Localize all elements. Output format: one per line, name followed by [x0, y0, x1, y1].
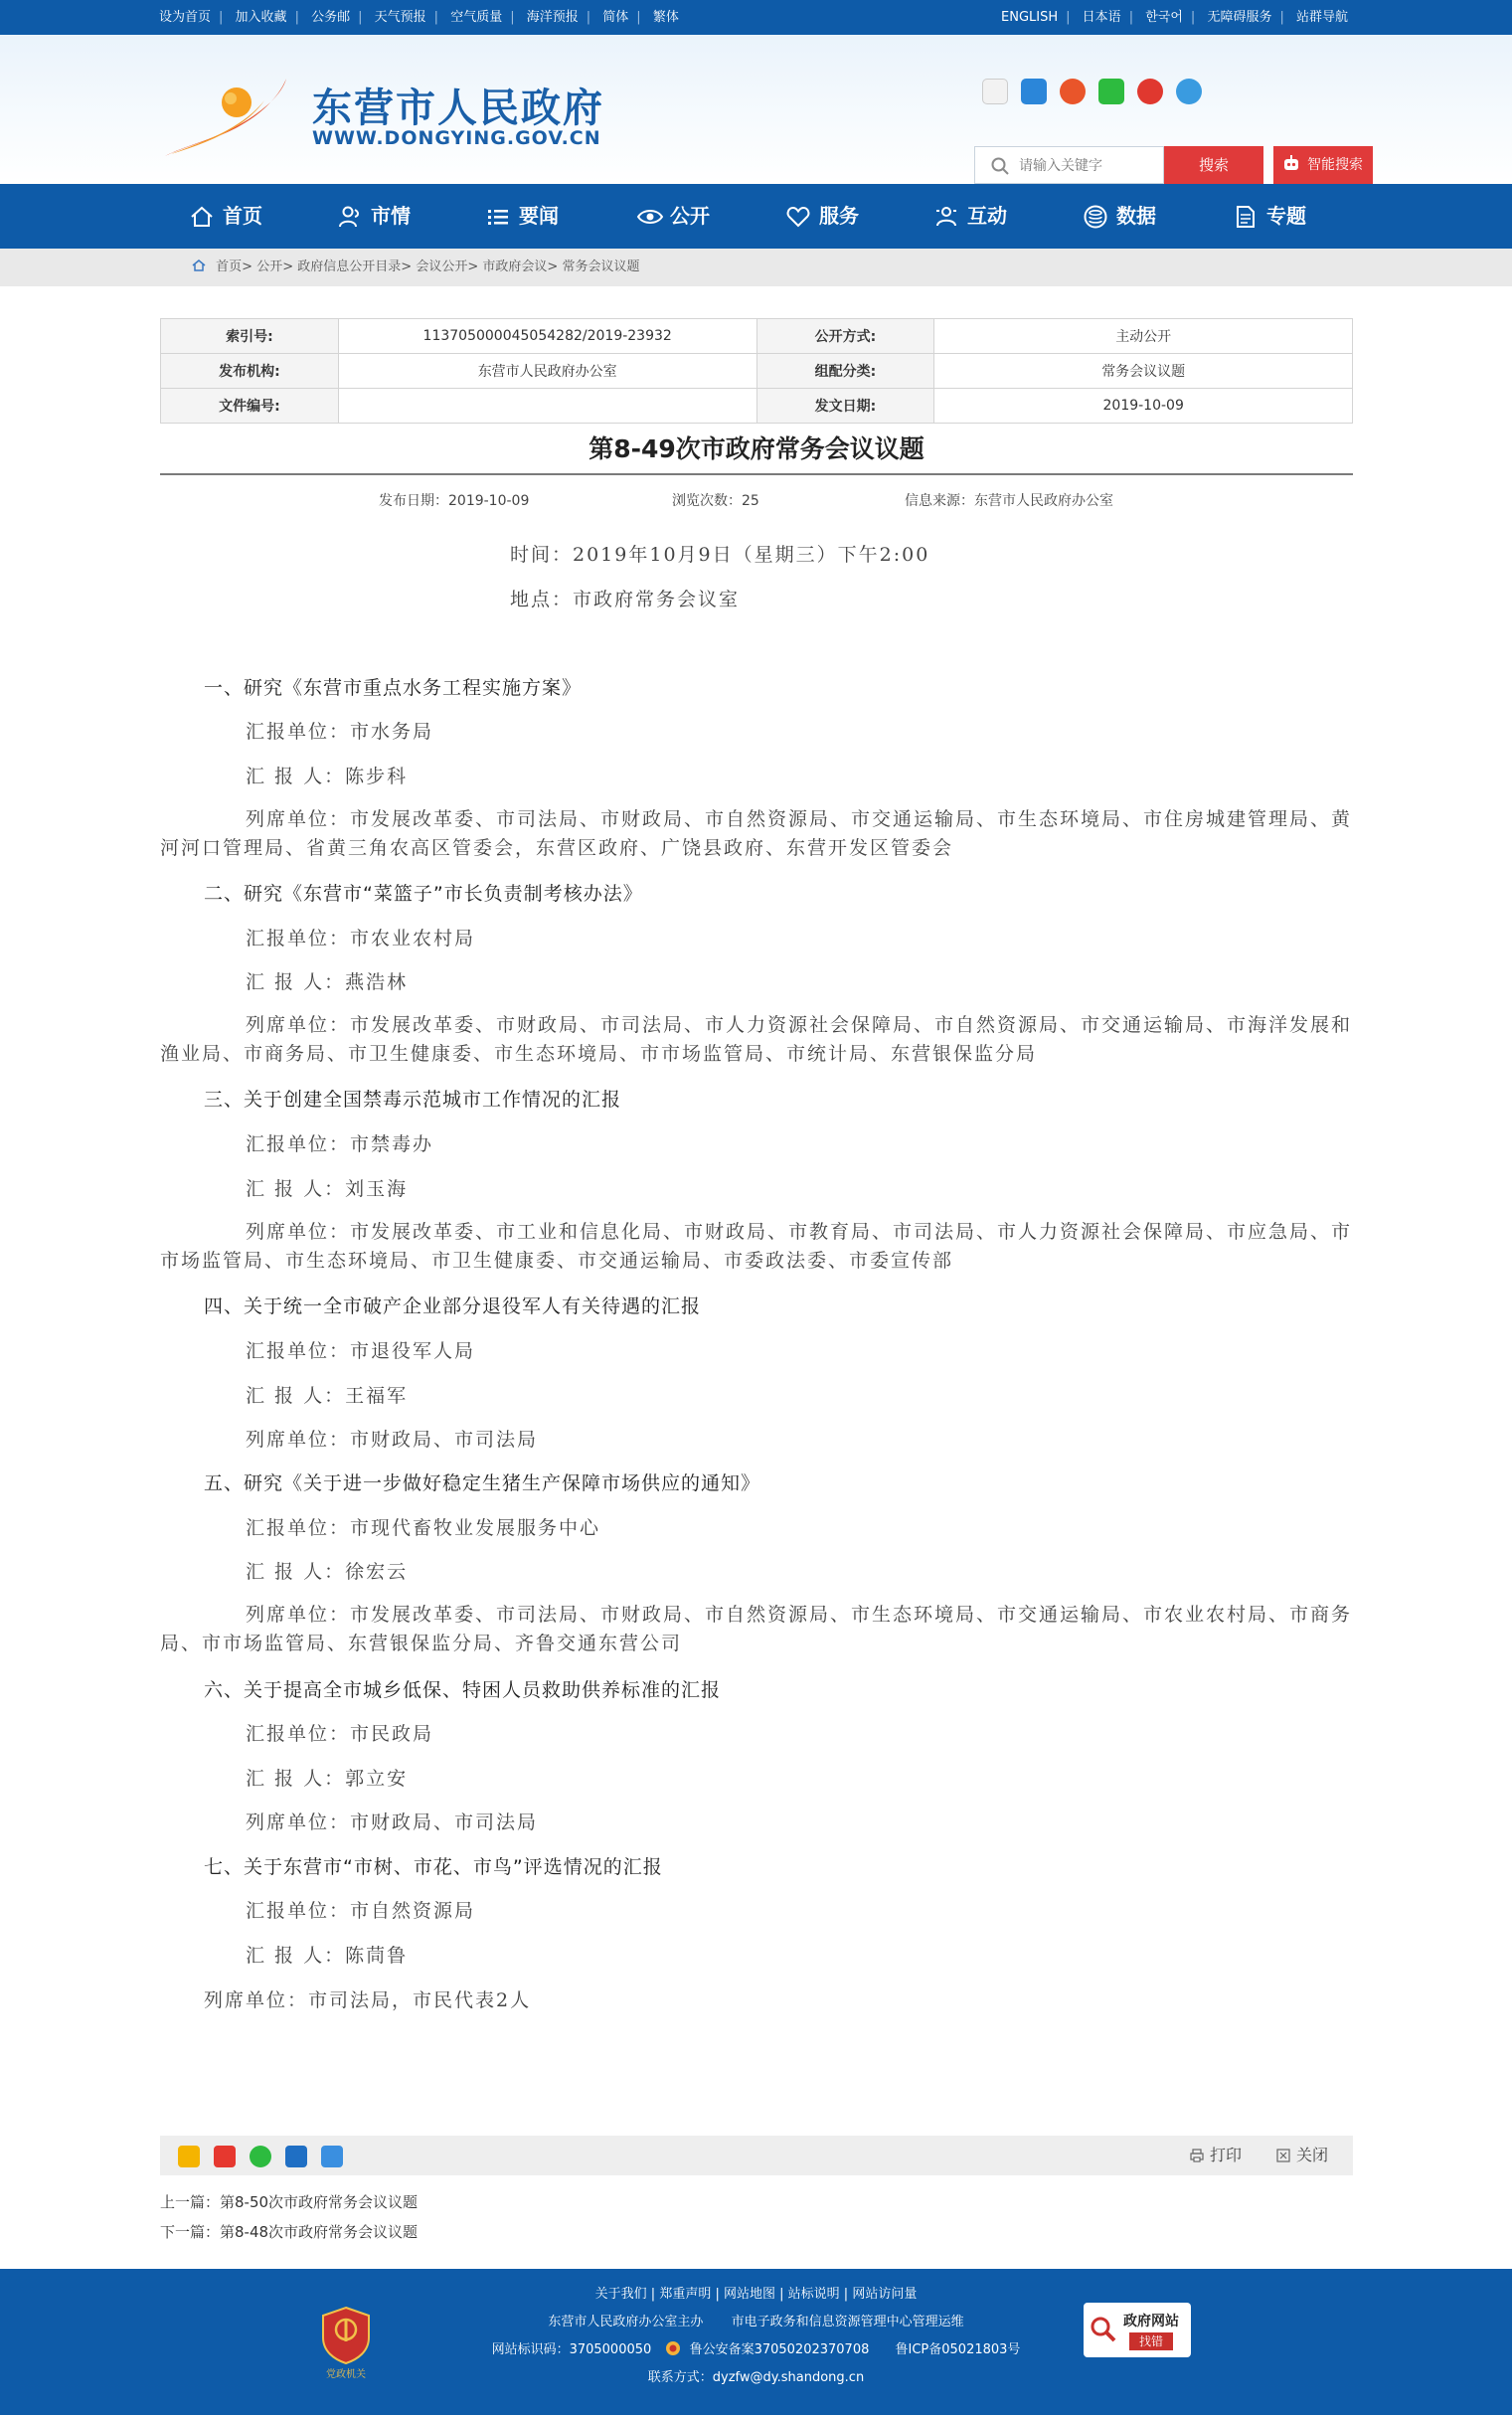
- meta-value: 主动公开: [934, 319, 1353, 354]
- footer-link-statement[interactable]: 郑重声明: [659, 2287, 712, 2302]
- nav-label: 互动: [967, 204, 1007, 228]
- title-divider: [160, 473, 1353, 475]
- breadcrumb: 首页> 公开> 政府信息公开目录> 会议公开> 市政府会议> 常务会议议题: [0, 249, 1512, 286]
- footer-contact: 联系方式：dyzfw@dy.shandong.cn: [647, 2370, 865, 2385]
- interact-icon: [933, 204, 959, 230]
- topic-unit: 汇报单位：市农业农村局: [246, 928, 476, 949]
- meta-value: [338, 389, 756, 424]
- meta-value: 113705000045054282/2019-23932: [338, 319, 756, 354]
- topic-reporter: 汇 报 人：陈茼鲁: [246, 1945, 409, 1967]
- weibo-icon[interactable]: [982, 79, 1008, 104]
- nav-label: 公开: [670, 204, 710, 228]
- nav-label: 专题: [1266, 204, 1306, 228]
- search-icon: [991, 157, 1009, 175]
- meeting-time: 时间：2019年10月9日（星期三）下午2:00: [510, 544, 930, 566]
- meta-label: 组配分类:: [756, 354, 934, 389]
- next-article-link[interactable]: 下一篇：第8-48次市政府常务会议议题: [160, 2223, 419, 2241]
- link-english[interactable]: ENGLISH: [1001, 10, 1059, 25]
- party-gov-badge-icon: [320, 2306, 372, 2365]
- view-count: 浏览次数：25: [672, 493, 759, 509]
- party-gov-badge[interactable]: [320, 2306, 372, 2380]
- link-weather[interactable]: 天气预报: [374, 10, 426, 25]
- link-accessibility[interactable]: 无障碍服务: [1207, 10, 1272, 25]
- link-ocean-forecast[interactable]: 海洋预报: [526, 10, 579, 25]
- qzone-icon[interactable]: [178, 2146, 200, 2167]
- print-label: 打印: [1210, 2146, 1243, 2164]
- nav-label: 市情: [371, 204, 411, 228]
- breadcrumb-home[interactable]: 首页: [216, 259, 243, 274]
- topic-reporter: 汇 报 人：燕浩林: [246, 971, 409, 993]
- nav-item-interact[interactable]: [933, 184, 1007, 249]
- smart-search-button[interactable]: [1273, 146, 1373, 184]
- nav-label: 首页: [223, 204, 262, 228]
- topic-unit: 汇报单位：市退役军人局: [246, 1340, 476, 1362]
- topic-unit: 汇报单位：市水务局: [246, 721, 434, 743]
- share-action-bar: [160, 2136, 1353, 2175]
- topic-unit: 汇报单位：市民政局: [246, 1723, 434, 1745]
- topic-attendees: 列席单位：市财政局、市司法局: [246, 1811, 539, 1833]
- nav-item-news[interactable]: [485, 184, 559, 249]
- topic-unit: 汇报单位：市现代畜牧业发展服务中心: [246, 1517, 601, 1539]
- topic-unit: 汇报单位：市禁毒办: [246, 1133, 434, 1155]
- topic-heading: 七、关于东营市“市树、市花、市鸟”评选情况的汇报: [204, 1856, 663, 1878]
- meta-label: 文件编号:: [161, 389, 339, 424]
- breadcrumb-open[interactable]: 公开: [256, 259, 283, 274]
- topic-heading: 五、研究《关于进一步做好稳定生猪生产保障市场供应的通知》: [204, 1472, 761, 1494]
- top-left-links: 设为首页 | 加入收藏 | 公务邮 | 天气预报 | 空气质量 | 海洋预报 | 简体 | 繁体: [159, 10, 679, 25]
- meta-value: 东营市人民政府办公室: [338, 354, 756, 389]
- footer-host: 东营市人民政府办公室主办: [548, 2315, 704, 2329]
- nav-item-open[interactable]: [636, 184, 710, 249]
- database-icon: [1083, 204, 1108, 230]
- table-row: [161, 354, 1353, 389]
- topic-reporter: 汇 报 人：刘玉海: [246, 1178, 409, 1200]
- breadcrumb-meeting-open[interactable]: 会议公开: [416, 259, 468, 274]
- footer-host-line: [0, 2311, 1512, 2329]
- footer-links: 关于我们 | 郑重声明 | 网站地图 | 站标说明 | 网站访问量: [594, 2287, 918, 2302]
- link-set-homepage[interactable]: 设为首页: [159, 10, 212, 25]
- meta-label: 公开方式:: [756, 319, 934, 354]
- topic-heading: 三、关于创建全国禁毒示范城市工作情况的汇报: [204, 1089, 622, 1111]
- gov-website-error-badge[interactable]: [1084, 2303, 1191, 2357]
- top-right-links: ENGLISH | 日本语 | 한국어 | 无障碍服务 | 站群导航: [1001, 10, 1348, 25]
- close-icon: [1276, 2149, 1290, 2162]
- nav-item-home[interactable]: [189, 184, 262, 249]
- top-utility-bar: [0, 0, 1512, 35]
- heart-icon: [785, 204, 811, 230]
- article-title: 第8-49次市政府常务会议议题: [588, 434, 924, 463]
- footer-site-id: 网站标识码：3705000050: [491, 2342, 652, 2357]
- nav-label: 数据: [1116, 204, 1156, 228]
- breadcrumb-gov-meeting[interactable]: 市政府会议: [482, 259, 548, 274]
- list-icon: [485, 204, 511, 230]
- home-icon: [189, 204, 215, 230]
- share-icons: [178, 2146, 352, 2171]
- eye-icon: [636, 204, 664, 230]
- publish-date: 发布日期：2019-10-09: [379, 493, 530, 509]
- link-air-quality[interactable]: 空气质量: [450, 10, 503, 25]
- link-traditional[interactable]: 繁体: [652, 10, 679, 25]
- topic-reporter: 汇 报 人：徐宏云: [246, 1561, 409, 1583]
- nav-item-service[interactable]: [785, 184, 859, 249]
- nav-label: 要闻: [519, 204, 559, 228]
- robot-icon: [1281, 154, 1301, 174]
- gov-website-badge-sub: 找错: [1129, 2332, 1173, 2350]
- topic-unit: 汇报单位：市自然资源局: [246, 1900, 476, 1922]
- topic-heading: 四、关于统一全市破产企业部分退役军人有关待遇的汇报: [204, 1295, 702, 1317]
- sina-weibo-icon[interactable]: [1137, 79, 1163, 104]
- nav-item-data[interactable]: [1083, 184, 1156, 249]
- breadcrumb-catalog[interactable]: 政府信息公开目录: [297, 259, 402, 274]
- more-share-icon[interactable]: [321, 2146, 343, 2167]
- topic-reporter: 汇 报 人：郭立安: [246, 1768, 409, 1790]
- weibo-share-icon[interactable]: [214, 2146, 236, 2167]
- table-row: [161, 319, 1353, 354]
- search-box: [974, 146, 1164, 184]
- prev-article-link[interactable]: 上一篇：第8-50次市政府常务会议议题: [160, 2193, 419, 2211]
- close-label: 关闭: [1296, 2146, 1329, 2164]
- people-icon: [337, 204, 363, 230]
- site-header: [0, 35, 1512, 184]
- link-site-group[interactable]: 站群导航: [1295, 10, 1348, 25]
- link-add-favorite[interactable]: 加入收藏: [235, 10, 287, 25]
- footer-link-visits[interactable]: 网站访问量: [852, 2287, 918, 2302]
- breadcrumb-standing-topics[interactable]: 常务会议议题: [562, 259, 640, 274]
- link-japanese[interactable]: 日本语: [1082, 10, 1121, 25]
- print-button[interactable]: [1190, 2136, 1242, 2175]
- topic-attendees: 列席单位：市财政局、市司法局: [246, 1429, 539, 1451]
- nav-label: 服务: [819, 204, 859, 228]
- party-gov-badge-label: 党政机关: [326, 2369, 366, 2380]
- footer-link-logo-note[interactable]: 站标说明: [787, 2287, 840, 2302]
- info-source: 信息来源：东营市人民政府办公室: [905, 493, 1113, 509]
- app-icon[interactable]: [1060, 79, 1086, 104]
- close-button[interactable]: [1276, 2136, 1328, 2175]
- mobile-icon[interactable]: [1021, 79, 1047, 104]
- wechat-icon[interactable]: [1098, 79, 1124, 104]
- home-icon: [192, 259, 206, 271]
- meta-value: 2019-10-09: [934, 389, 1353, 424]
- footer-link-sitemap[interactable]: 网站地图: [723, 2287, 775, 2302]
- footer-operator: 市电子政务和信息资源管理中心管理运维: [731, 2315, 964, 2329]
- wechat-share-icon[interactable]: [250, 2146, 271, 2167]
- link-mail[interactable]: 公务邮: [311, 10, 351, 25]
- site-url[interactable]: WWW.DONGYING.GOV.CN: [312, 127, 601, 149]
- meta-label: 发文日期:: [756, 389, 934, 424]
- topic-heading: 二、研究《东营市“菜篮子”市长负责制考核办法》: [204, 883, 643, 905]
- topic-heading: 一、研究《东营市重点水务工程实施方案》: [204, 677, 583, 699]
- topic-reporter: 汇 报 人：陈步科: [246, 766, 409, 787]
- topic-heading: 六、关于提高全市城乡低保、特困人员救助供养标准的汇报: [204, 1679, 722, 1701]
- table-row: [161, 389, 1353, 424]
- renren-icon[interactable]: [285, 2146, 307, 2167]
- site-footer: [0, 2269, 1512, 2415]
- smart-search-label: 智能搜索: [1307, 157, 1363, 173]
- meta-label: 索引号:: [161, 319, 339, 354]
- topic-reporter: 汇 报 人：王福军: [246, 1385, 409, 1407]
- topic-attendees: 列席单位：市发展改革委、市工业和信息化局、市财政局、市教育局、市司法局、市人力资源社会保障局、市应急局、市市场监管局、市生态环境局、市卫生健康委、市交通运输局、市委政法委、市委宣传部: [160, 1221, 1353, 1272]
- social-icons: [982, 79, 1210, 108]
- footer-record-line: [0, 2338, 1512, 2357]
- nav-item-city[interactable]: [337, 184, 411, 249]
- search-button[interactable]: 搜索: [1164, 146, 1263, 184]
- link-korean[interactable]: 한국어: [1145, 10, 1183, 25]
- link-simplified[interactable]: 简体: [602, 10, 629, 25]
- footer-link-about[interactable]: 关于我们: [594, 2287, 647, 2302]
- main-nav: [0, 184, 1512, 249]
- topic-attendees: 列席单位：市司法局，市民代表2人: [204, 1989, 532, 2011]
- meeting-place: 地点：市政府常务会议室: [510, 589, 741, 610]
- topic-attendees: 列席单位：市发展改革委、市财政局、市司法局、市人力资源社会保障局、市自然资源局、市交通运输局、市海洋发展和渔业局、市商务局、市卫生健康委、市生态环境局、市市场监管局、市统计局、东营银保监分局: [160, 1014, 1353, 1065]
- search-input[interactable]: [1019, 147, 1158, 183]
- print-icon: [1190, 2149, 1204, 2162]
- chat-icon[interactable]: [1176, 79, 1202, 104]
- police-badge-icon: [665, 2340, 681, 2356]
- document-icon: [1233, 204, 1259, 230]
- topic-attendees: 列席单位：市发展改革委、市司法局、市财政局、市自然资源局、市生态环境局、市交通运输局、市农业农村局、市商务局、市市场监管局、东营银保监分局、齐鲁交通东营公司: [160, 1604, 1353, 1654]
- nav-item-topics[interactable]: [1233, 184, 1306, 249]
- footer-icp[interactable]: 鲁ICP备05021803号: [895, 2342, 1021, 2357]
- government-logo-icon[interactable]: [161, 73, 290, 158]
- topic-attendees: 列席单位：市发展改革委、市司法局、市财政局、市自然资源局、市交通运输局、市生态环境局、市住房城建管理局、黄河河口管理局、省黄三角农高区管委会，东营区政府、广饶县政府、东营开发区管委会: [160, 808, 1353, 859]
- site-title[interactable]: 东营市人民政府: [312, 86, 604, 131]
- gov-website-badge-title: 政府网站: [1123, 2314, 1179, 2329]
- meta-label: 发布机构:: [161, 354, 339, 389]
- meta-value: 常务会议议题: [934, 354, 1353, 389]
- footer-police-record[interactable]: 鲁公安备案37050202370708: [689, 2342, 870, 2357]
- document-meta-table: [160, 318, 1353, 424]
- magnifier-icon: [1090, 2316, 1117, 2343]
